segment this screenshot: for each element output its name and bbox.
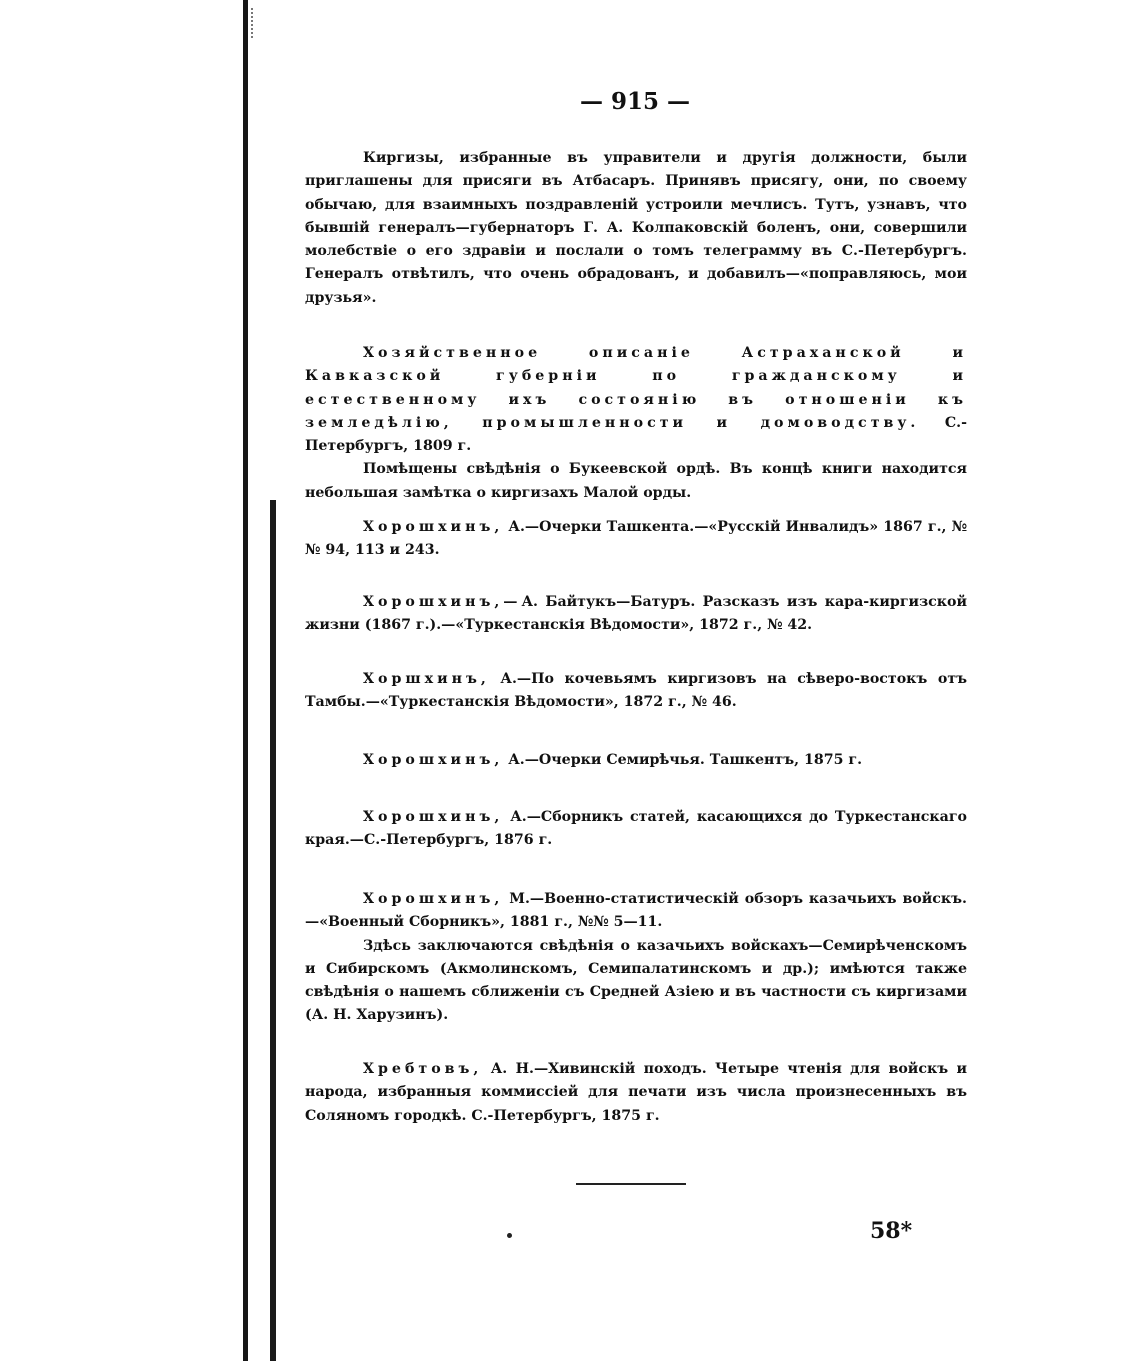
- entry-note: Здѣсь заключаются свѣдѣнія о казачьихъ войскахъ—Семирѣченскомъ и Сибирскомъ (Акмолинскомъ, Семипалатинскомъ и др.); имѣются также свѣдѣнія о нашемъ сближеніи съ Средней Азіею и въ частности съ киргизами (А. Н. Харузинъ).: [305, 937, 967, 1024]
- entry-details: М.—Военно-статистическій обзоръ казачьихъ войскъ. —«Военный Сборникъ», 1881 г., №№ 5—11.: [305, 891, 967, 931]
- intro-paragraph: [305, 147, 967, 310]
- entry-author: Хорошхинъ,: [363, 752, 504, 768]
- entry-author: Хребтовъ,: [363, 1061, 483, 1077]
- entry-title: Хозяйственное описаніе Астраханской и Кавказской губерніи по гражданскому и естественному ихъ состоянію въ отношеніи къ земледѣлію, промышленности и домоводству.: [305, 345, 967, 431]
- bib-entry-8: [305, 1058, 967, 1128]
- bib-entry-1: [305, 342, 967, 505]
- entry-author: Хорошхинъ,—: [363, 594, 522, 610]
- binding-edge-shadow: [270, 500, 276, 1361]
- entry-author: Хоршхинъ,: [363, 671, 490, 687]
- signature-mark: 58*: [870, 1218, 913, 1244]
- entry-details: С.-Петербургъ, 1809 г.: [305, 414, 968, 455]
- entry-details: А.—Сборникъ статей, касающихся до Туркестанскаго края.—С.-Петербургъ, 1876 г.: [305, 809, 967, 849]
- entry-author: Хорошхинъ,: [363, 809, 504, 825]
- bib-entry-4: [305, 668, 967, 715]
- entry-note: Помѣщены свѣдѣнія о Букеевской ордѣ. Въ концѣ книги находится небольшая замѣтка о киргизахъ Малой орды.: [305, 461, 967, 501]
- entry-details: А.—Очерки Ташкента.—«Русскій Инвалидъ» 1867 г., №№ 94, 113 и 243.: [305, 519, 967, 559]
- binding-edge-line: [243, 0, 248, 1361]
- entry-details: А.—По кочевьямъ киргизовъ на сѣверо-востокъ отъ Тамбы.—«Туркестанскія Вѣдомости», 1872 г., № 46.: [305, 671, 967, 711]
- page-number: — 915 —: [579, 88, 691, 115]
- entry-details: А.—Очерки Семирѣчья. Ташкентъ, 1875 г.: [503, 752, 863, 768]
- paragraph-text: Киргизы, избранные въ управители и другія должности, были приглашены для присяги въ Атбасаръ. Принявъ присягу, они, по своему обычаю, для взаимныхъ поздравленій устроили мечлисъ. Тутъ, узнавъ, что бывшій генералъ—губернаторъ Г. А. Колпаковскій боленъ, они, совершили молебствіе о его здравіи и послали о томъ телеграмму въ С.-Петербургъ. Генералъ отвѣтилъ, что очень обрадованъ, и добавилъ—«поправляюсь, мои друзья».: [305, 150, 967, 306]
- bib-entry-7: [305, 888, 967, 1028]
- entry-details: А. Байтукъ—Батуръ. Разсказъ изъ кара-киргизской жизни (1867 г.).—«Туркестанскія Вѣдомости», 1872 г., № 42.: [305, 594, 967, 634]
- entry-author: Хорошхинъ,: [363, 519, 504, 535]
- entry-details: А. Н.—Хивинскій походъ. Четыре чтенія для войскъ и народа, избранныя коммиссіей для печати изъ числа произнесенныхъ въ Соляномъ городкѣ. С.-Петербургъ, 1875 г.: [305, 1061, 967, 1124]
- end-rule: [576, 1183, 686, 1185]
- bib-entry-5: [305, 749, 967, 772]
- binding-edge-mark: [251, 8, 255, 38]
- page-dot: [507, 1233, 512, 1238]
- bib-entry-6: [305, 806, 967, 853]
- entry-author: Хорошхинъ,: [363, 891, 504, 907]
- bib-entry-2: [305, 516, 967, 563]
- bib-entry-3: [305, 591, 967, 638]
